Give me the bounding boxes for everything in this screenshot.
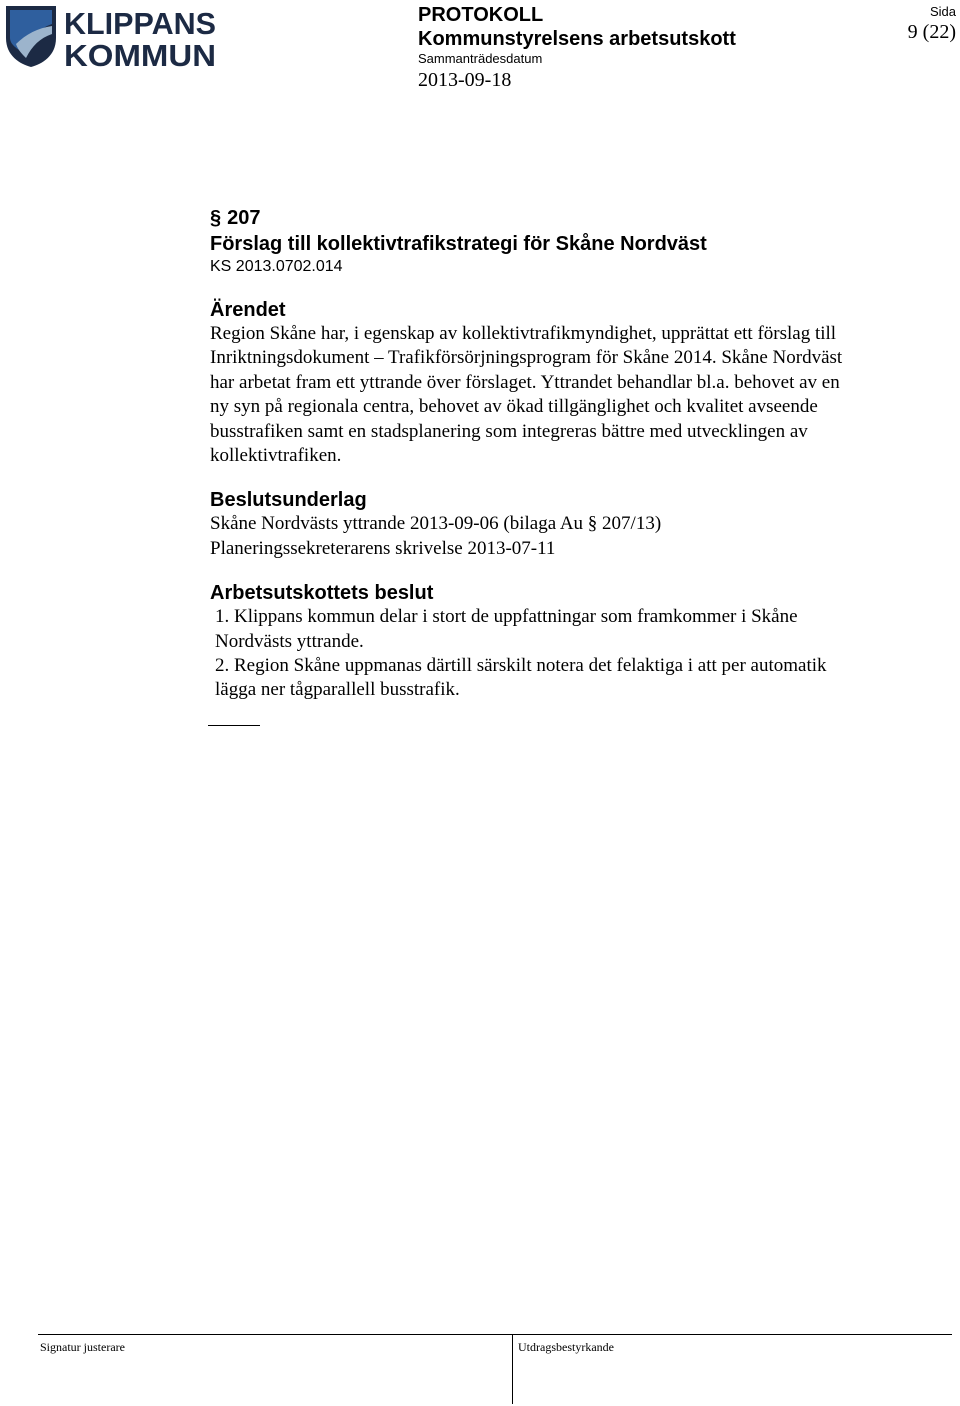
arendet-line: Region Skåne har, i egenskap av kollektivtrafikmyndighet, upprättat ett förslag till (210, 323, 837, 344)
arendet-line: kollektivtrafiken. (210, 445, 342, 467)
arendet-line: Inriktningsdokument – Trafikförsörjningsprogram för Skåne 2014. Skåne Nordväst (210, 347, 843, 369)
item-number-row (210, 206, 930, 230)
arendet-line: busstrafiken samt en stadsplanering som integreras bättre med utvecklingen av (210, 420, 808, 442)
logo-text-line2: KOMMUN (64, 38, 216, 68)
shield-icon (6, 6, 56, 67)
beslutsunderlag-heading: Beslutsunderlag (210, 489, 367, 512)
beslut-heading: Arbetsutskottets beslut (210, 582, 434, 605)
beslutsunderlag-list (210, 512, 930, 561)
committee-name: Kommunstyrelsens arbetsutskott (418, 28, 736, 50)
arendet-line: har arbetat fram ett yttrande över förslaget. Yttrandet behandlar bl.a. behovet av en (210, 371, 840, 393)
section-symbol: § (210, 207, 222, 229)
item-number: 207 (227, 207, 261, 229)
protocol-item (210, 206, 930, 726)
arendet-text (210, 322, 930, 468)
signature-label: Signatur justerare (40, 1340, 125, 1354)
item-title: Förslag till kollektivtrafikstrategi för Skåne Nordväst (210, 233, 707, 255)
logo-text-line1: KLIPPANS (64, 6, 216, 41)
beslut-line: Nordvästs yttrande. (215, 630, 364, 652)
beslut-list (215, 605, 930, 703)
footer-rule (38, 1334, 952, 1335)
beslut-line: 2. Region Skåne uppmanas därtill särskilt notera det felaktiga i att per automatik (215, 655, 827, 677)
arendet-line: ny syn på regionala centra, behovet av ökad tillgänglighet och kvalitet avseende (210, 396, 818, 418)
klippans-kommun-logo (4, 4, 219, 68)
beslutsunderlag-section (210, 488, 930, 561)
arendet-heading: Ärendet (210, 299, 286, 321)
meeting-date-label: Sammanträdesdatum (418, 51, 543, 66)
beslutsunderlag-item: Planeringssekreterarens skrivelse 2013-07-11 (210, 537, 556, 559)
arendet-section (210, 298, 930, 468)
beslut-line: 1. Klippans kommun delar i stort de uppfattningar som framkommer i Skåne (215, 606, 798, 628)
page-number: 9 (22) (907, 21, 956, 43)
beslut-section (210, 581, 930, 703)
end-divider (208, 725, 260, 726)
footer-divider (512, 1334, 513, 1404)
beslut-line: lägga ner tågparallell busstrafik. (215, 679, 460, 701)
meeting-date: 2013-09-18 (418, 69, 512, 91)
beslutsunderlag-item: Skåne Nordvästs yttrande 2013-09-06 (bilaga Au § 207/13) (210, 513, 662, 535)
case-number: KS 2013.0702.014 (210, 258, 343, 275)
extract-certification-label: Utdragsbestyrkande (518, 1340, 614, 1354)
page-label: Sida (929, 4, 956, 19)
document-type: PROTOKOLL (418, 4, 544, 26)
